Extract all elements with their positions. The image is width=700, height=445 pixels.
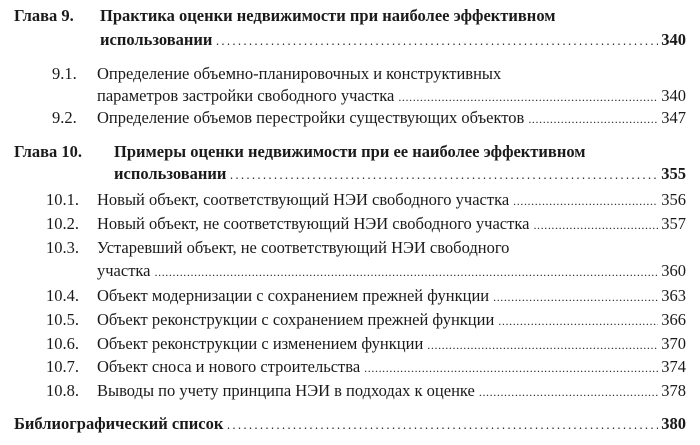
page-number: 360 [661,261,686,280]
leader-row [97,332,660,356]
bibliography-title: Библиографический список [14,414,224,433]
toc-section-10-4 [0,284,700,308]
page-number: 355 [661,164,686,183]
toc-section-10-5 [0,308,700,332]
chapter-number: Глава 9. [14,6,74,25]
page-number: 370 [661,334,686,353]
section-number: 10.2. [46,214,79,233]
toc-chapter-9-line-2 [0,28,700,52]
toc-section-9-1-line-2 [0,84,700,108]
page-number: 366 [661,310,686,329]
chapter-title: Примеры оценки недвижимости при ее наиболее эффективном [114,142,586,161]
section-number: 9.1. [52,64,77,83]
toc-section-10-3-line-1 [0,236,700,260]
section-title: Объект сноса и нового строительства [97,357,361,376]
page-number: 380 [661,414,686,433]
dot-leader [513,188,658,213]
toc-section-10-2 [0,212,700,236]
toc-chapter-9-line-1 [0,4,700,28]
toc-section-10-3-line-2 [0,259,700,283]
leader-row [97,284,660,308]
section-title: Устаревший объект, не соответствующий НЭИ свободного [97,238,510,257]
chapter-title-cont: использовании [100,30,213,49]
leader-row [97,259,660,283]
toc-section-10-7 [0,355,700,379]
chapter-title: Практика оценки недвижимости при наиболее эффективном [100,6,556,25]
page-number: 356 [661,190,686,209]
dot-leader [533,212,658,237]
leader-row [97,308,660,332]
leader-row [97,106,660,130]
section-number: 10.5. [46,310,79,329]
section-title: Выводы по учету принципа НЭИ в подходах к оценке [97,381,475,400]
toc-section-10-1 [0,188,700,212]
leader-row [97,379,660,403]
toc-section-10-6 [0,332,700,356]
page-number: 340 [661,86,686,105]
section-title: Новый объект, не соответствующий НЭИ свободного участка [97,214,530,233]
dot-leader [230,162,658,188]
dot-leader [528,106,658,131]
section-number: 10.3. [46,238,79,257]
section-number: 10.4. [46,286,79,305]
leader-row [100,28,660,52]
dot-leader [155,259,659,284]
section-title-cont: участка [97,261,151,280]
leader-row [97,84,660,108]
toc-section-9-2 [0,106,700,130]
section-title: Объект модернизации с сохранением прежней функции [97,286,490,305]
toc-section-10-8 [0,379,700,403]
leader-row [14,412,660,436]
toc-section-9-1-line-1 [0,62,700,86]
section-title-cont: параметров застройки свободного участка [97,86,395,105]
dot-leader [364,355,658,380]
leader-row [97,355,660,379]
dot-leader [227,412,658,438]
leader-row [97,212,660,236]
section-title: Объект реконструкции с изменением функции [97,334,424,353]
page-number: 363 [661,286,686,305]
section-number: 10.1. [46,190,79,209]
section-number: 10.6. [46,334,79,353]
page-number: 340 [661,30,686,49]
dot-leader [493,284,658,309]
section-title: Объект реконструкции с сохранением прежней функции [97,310,495,329]
dot-leader [479,379,658,404]
section-title: Определение объемов перестройки существующих объектов [97,108,525,127]
page-number: 374 [661,357,686,376]
section-title: Новый объект, соответствующий НЭИ свободного участка [97,190,510,209]
dot-leader [498,308,658,333]
section-title: Определение объемно-планировочных и конструктивных [97,64,502,83]
chapter-title-cont: использовании [114,164,227,183]
dot-leader [216,28,658,54]
page-number: 378 [661,381,686,400]
chapter-number: Глава 10. [14,142,83,161]
section-number: 10.8. [46,381,79,400]
toc-chapter-10-line-2 [0,162,700,186]
leader-row [97,188,660,212]
page-number: 357 [661,214,686,233]
leader-row [114,162,660,186]
page-number: 347 [661,108,686,127]
section-number: 10.7. [46,357,79,376]
toc-chapter-10-line-1 [0,140,700,164]
section-number: 9.2. [52,108,77,127]
toc-bibliography [0,412,700,436]
dot-leader [427,332,658,357]
